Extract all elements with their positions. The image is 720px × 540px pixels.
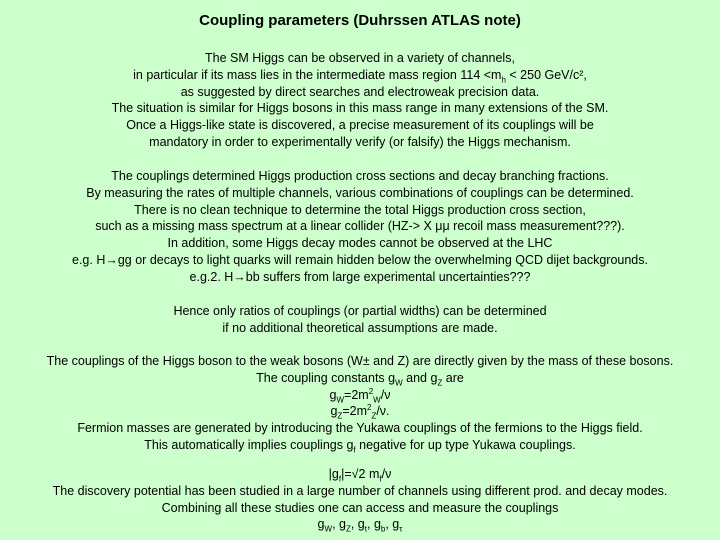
text-run: , g bbox=[332, 517, 346, 532]
text-line: There is no clean technique to determine the total Higgs production cross section, bbox=[134, 202, 586, 217]
text-run: in particular if its mass lies in the intermediate mass region 114 <m bbox=[133, 67, 502, 82]
coupling-list bbox=[0, 516, 720, 533]
text-line: as suggested by direct searches and electroweak precision data. bbox=[180, 84, 540, 99]
subscript: W bbox=[324, 524, 333, 534]
text-run: |=√2 m bbox=[341, 467, 380, 481]
text-run: |g bbox=[328, 467, 339, 481]
subscript: Z bbox=[337, 411, 343, 421]
text-run: /ν bbox=[380, 387, 391, 402]
subscript: Z bbox=[371, 411, 377, 421]
text-run: =2m bbox=[342, 404, 367, 419]
text-run: are bbox=[442, 370, 464, 385]
text-line: The SM Higgs can be observed in a variety of channels, bbox=[205, 51, 515, 65]
text-run: This automatically implies couplings g bbox=[144, 437, 354, 452]
text-line: e.g.2. H→bb suffers from large experimental uncertainties??? bbox=[189, 269, 531, 284]
text-line: The situation is similar for Higgs bosons in this mass range in many extensions of the SM. bbox=[111, 101, 609, 116]
paragraph-intro bbox=[0, 50, 720, 151]
superscript: 2 bbox=[366, 403, 372, 413]
text-run: =2m bbox=[344, 387, 369, 402]
text-line: In addition, some Higgs decay modes cannot be observed at the LHC bbox=[167, 236, 553, 251]
subscript: t bbox=[364, 524, 367, 534]
slide-title: Coupling parameters (Duhrssen ATLAS note) bbox=[199, 12, 521, 29]
text-run: /ν bbox=[381, 467, 392, 481]
text-run: , g bbox=[350, 517, 365, 532]
text-line bbox=[0, 370, 720, 387]
paragraph-couplings bbox=[0, 168, 720, 286]
text-run: /ν. bbox=[376, 404, 390, 419]
formula-gz bbox=[0, 403, 720, 420]
paragraph-ratios bbox=[0, 303, 720, 337]
text-line: The couplings of the Higgs boson to the weak bosons (W± and Z) are directly given by the mass of these bosons. bbox=[46, 354, 674, 368]
subscript: W bbox=[373, 395, 381, 405]
text-line: The discovery potential has been studied in a large number of channels using different prod. and decay modes. bbox=[52, 483, 668, 498]
subscript: τ bbox=[399, 524, 403, 534]
subscript: f bbox=[379, 474, 382, 484]
subscript: Z bbox=[345, 524, 351, 534]
subscript: h bbox=[501, 75, 506, 85]
text-run: g bbox=[329, 387, 337, 402]
text-run: < 250 GeV/c², bbox=[505, 67, 587, 82]
text-run: negative for up type Yukawa couplings. bbox=[355, 437, 576, 452]
text-line: if no additional theoretical assumptions are made. bbox=[222, 320, 498, 335]
text-line: Combining all these studies one can access and measure the couplings bbox=[161, 500, 559, 515]
subscript: f bbox=[338, 474, 342, 484]
subscript: b bbox=[380, 524, 386, 534]
text-line: such as a missing mass spectrum at a linear collider (HZ-> X μμ recoil mass measurement???). bbox=[95, 219, 625, 234]
text-line: mandatory in order to experimentally verify (or falsify) the Higgs mechanism. bbox=[149, 134, 571, 149]
text-line: e.g. H→gg or decays to light quarks will remain hidden below the overwhelming QCD dijet backgrounds. bbox=[72, 252, 648, 267]
text-run: , g bbox=[385, 517, 400, 532]
subscript: Z bbox=[437, 378, 443, 388]
paragraph-discovery bbox=[0, 466, 720, 533]
text-line: Hence only ratios of couplings (or partial widths) can be determined bbox=[173, 304, 547, 318]
text-line: By measuring the rates of multiple channels, various combinations of couplings can be determined. bbox=[86, 185, 634, 200]
text-line: Fermion masses are generated by introducing the Yukawa couplings of the fermions to the Higgs field. bbox=[77, 421, 643, 436]
text-run: , g bbox=[367, 517, 381, 532]
formula-gf bbox=[0, 466, 720, 483]
formula-gw bbox=[0, 387, 720, 404]
text-run: g bbox=[330, 404, 338, 419]
text-line: The couplings determined Higgs production cross sections and decay branching fractions. bbox=[111, 169, 609, 183]
text-line: Once a Higgs-like state is discovered, a precise measurement of its couplings will be bbox=[126, 118, 594, 133]
text-line bbox=[0, 437, 720, 454]
subscript: W bbox=[336, 395, 345, 405]
text-run: The coupling constants g bbox=[256, 370, 396, 385]
text-run: and g bbox=[402, 370, 438, 385]
superscript: 2 bbox=[368, 386, 374, 396]
subscript: f bbox=[353, 445, 356, 455]
paragraph-weak-bosons bbox=[0, 353, 720, 454]
text-line bbox=[0, 67, 720, 84]
text-run: g bbox=[317, 517, 325, 532]
subscript: W bbox=[395, 378, 403, 388]
